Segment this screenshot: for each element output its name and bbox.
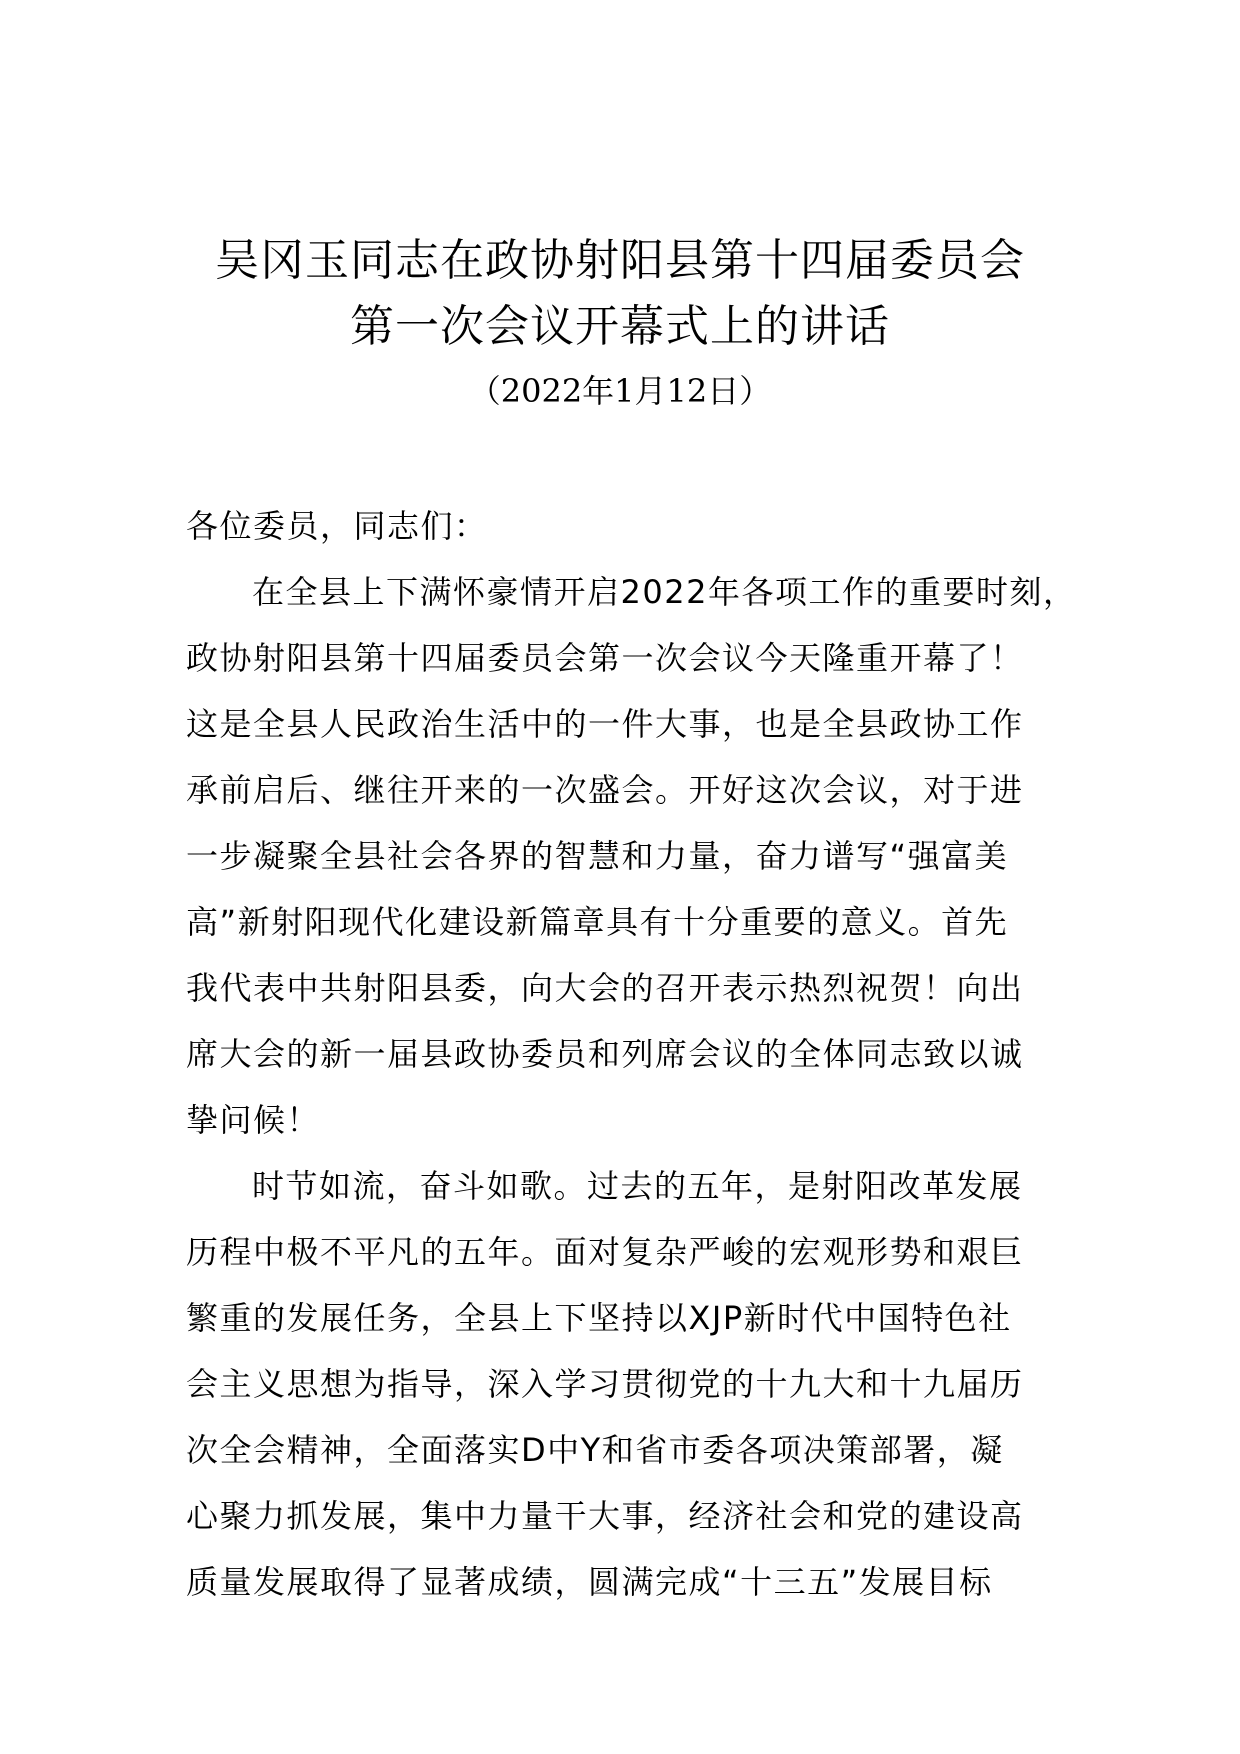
document-title-line-1: 吴冈玉同志在政协射阳县第十四届委员会: [215, 235, 1025, 286]
paragraph-line: 繁重的发展任务，全县上下坚持以XJP新时代中国特色社: [186, 1299, 1012, 1337]
paragraph-line: 心聚力抓发展，集中力量干大事，经济社会和党的建设高: [186, 1497, 1024, 1535]
paragraph-line: 政协射阳县第十四届委员会第一次会议今天隆重开幕了！: [186, 639, 1024, 677]
paragraph-line: 会主义思想为指导，深入学习贯彻党的十九大和十九届历: [186, 1365, 1024, 1403]
paragraph-line: 这是全县人民政治生活中的一件大事，也是全县政协工作: [186, 705, 1024, 743]
document-title-line-2: 第一次会议开幕式上的讲话: [350, 301, 890, 352]
paragraph-line: 挚问候！: [186, 1101, 321, 1139]
paragraph-line: 承前启后、继往开来的一次盛会。开好这次会议，对于进: [186, 771, 1024, 809]
paragraph-1: [186, 559, 1077, 1153]
title-block: [0, 228, 1240, 416]
salutation: 各位委员，同志们：: [186, 507, 488, 545]
paragraph-line: 质量发展取得了显著成绩，圆满完成“十三五”发展目标: [186, 1563, 993, 1601]
document-date: （2022年1月12日）: [468, 372, 772, 410]
paragraph-2: [186, 1153, 1062, 1615]
paragraph-line: 历程中极不平凡的五年。面对复杂严峻的宏观形势和艰巨: [186, 1233, 1024, 1271]
paragraph-line: 我代表中共射阳县委，向大会的召开表示热烈祝贺！向出: [186, 969, 1024, 1007]
document-body: [186, 493, 1077, 1615]
paragraph-line: 次全会精神，全面落实D中Y和省市委各项决策部署，凝: [186, 1431, 1004, 1469]
paragraph-line: 高”新射阳现代化建设新篇章具有十分重要的意义。首先: [186, 903, 1009, 941]
paragraph-line: 时节如流，奋斗如歌。过去的五年，是射阳改革发展: [252, 1167, 1023, 1205]
paragraph-line: 一步凝聚全县社会各界的智慧和力量，奋力谱写“强富美: [186, 837, 1009, 875]
paragraph-line: 在全县上下满怀豪情开启2022年各项工作的重要时刻，: [252, 573, 1077, 611]
paragraph-line: 席大会的新一届县政协委员和列席会议的全体同志致以诚: [186, 1035, 1024, 1073]
